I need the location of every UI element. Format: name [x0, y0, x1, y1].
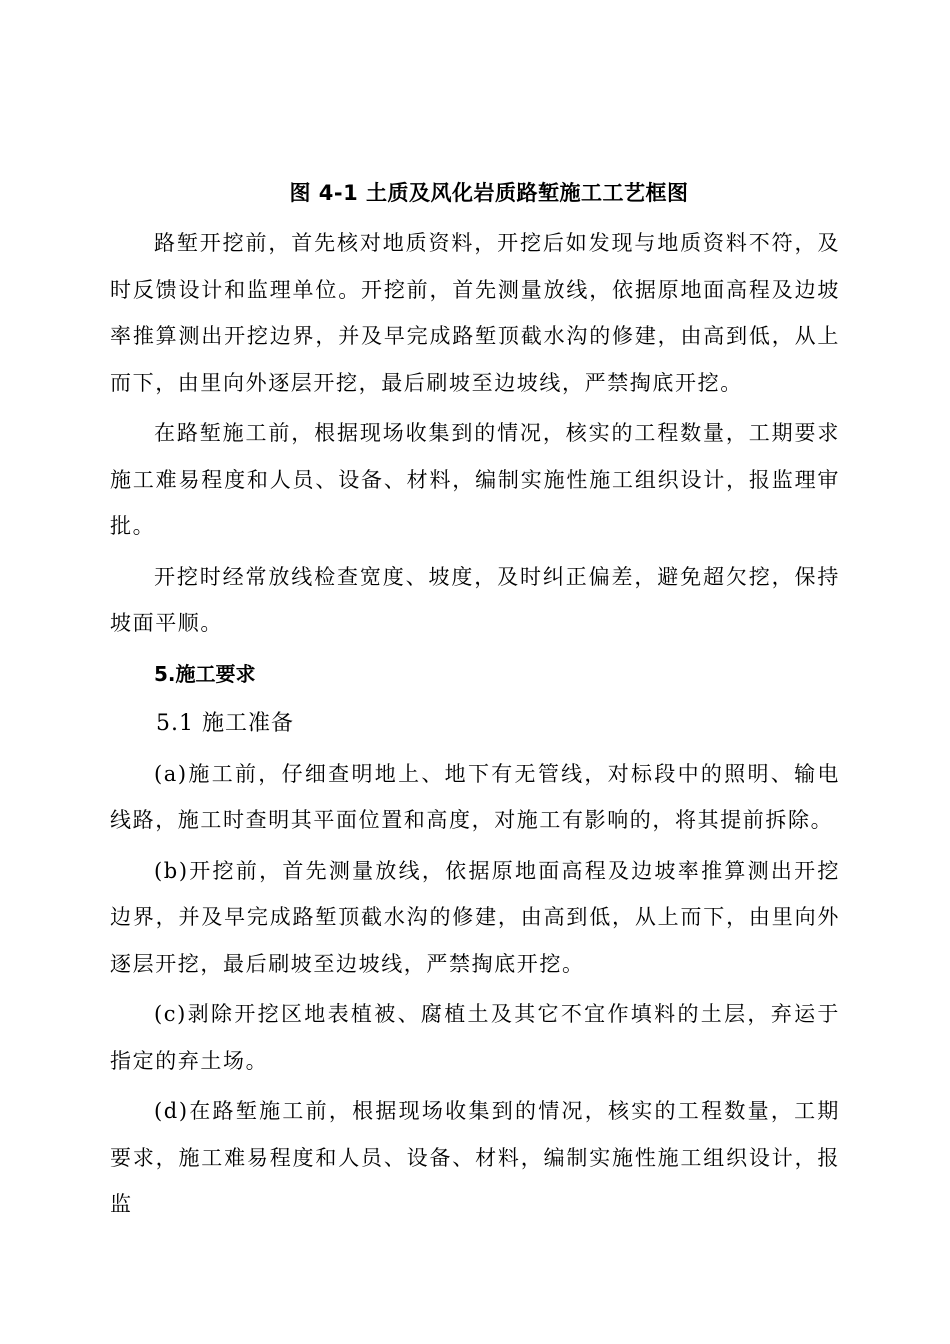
section-heading: 5.施工要求	[154, 661, 256, 686]
list-item: (b)开挖前，首先测量放线，依据原地面高程及边坡率推算测出开挖边界，并及早完成路堑顶截水沟的修建，由高到低，从上而下，由里向外逐层开挖，最后刷坡至边坡线，严禁掏底开挖。	[110, 858, 840, 976]
body-paragraph: 开挖时经常放线检查宽度、坡度，及时纠正偏差，避免超欠挖，保持坡面平顺。	[110, 564, 840, 635]
list-item: (c)剥除开挖区地表植被、腐植土及其它不宜作填料的土层，弃运于指定的弃土场。	[110, 1002, 840, 1073]
figure-caption: 图 4-1 土质及风化岩质路堑施工工艺框图	[289, 181, 689, 205]
subsection-heading: 5.1 施工准备	[156, 710, 294, 736]
body-paragraph: 在路堑施工前，根据现场收集到的情况，核实的工程数量，工期要求施工难易程度和人员、设备、材料，编制实施性施工组织设计，报监理审批。	[110, 421, 840, 538]
document-page	[110, 170, 840, 1232]
list-item: (d)在路堑施工前，根据现场收集到的情况，核实的工程数量，工期要求，施工难易程度和人员、设备、材料，编制实施性施工组织设计，报监	[110, 1099, 840, 1216]
list-item: (a)施工前，仔细查明地上、地下有无管线，对标段中的照明、输电线路，施工时查明其平面位置和高度，对施工有影响的，将其提前拆除。	[110, 761, 840, 832]
body-paragraph: 路堑开挖前，首先核对地质资料，开挖后如发现与地质资料不符，及时反馈设计和监理单位。开挖前，首先测量放线，依据原地面高程及边坡率推算测出开挖边界，并及早完成路堑顶截水沟的修建，由高到低，从上而下，由里向外逐层开挖，最后刷坡至边坡线，严禁掏底开挖。	[110, 231, 840, 395]
